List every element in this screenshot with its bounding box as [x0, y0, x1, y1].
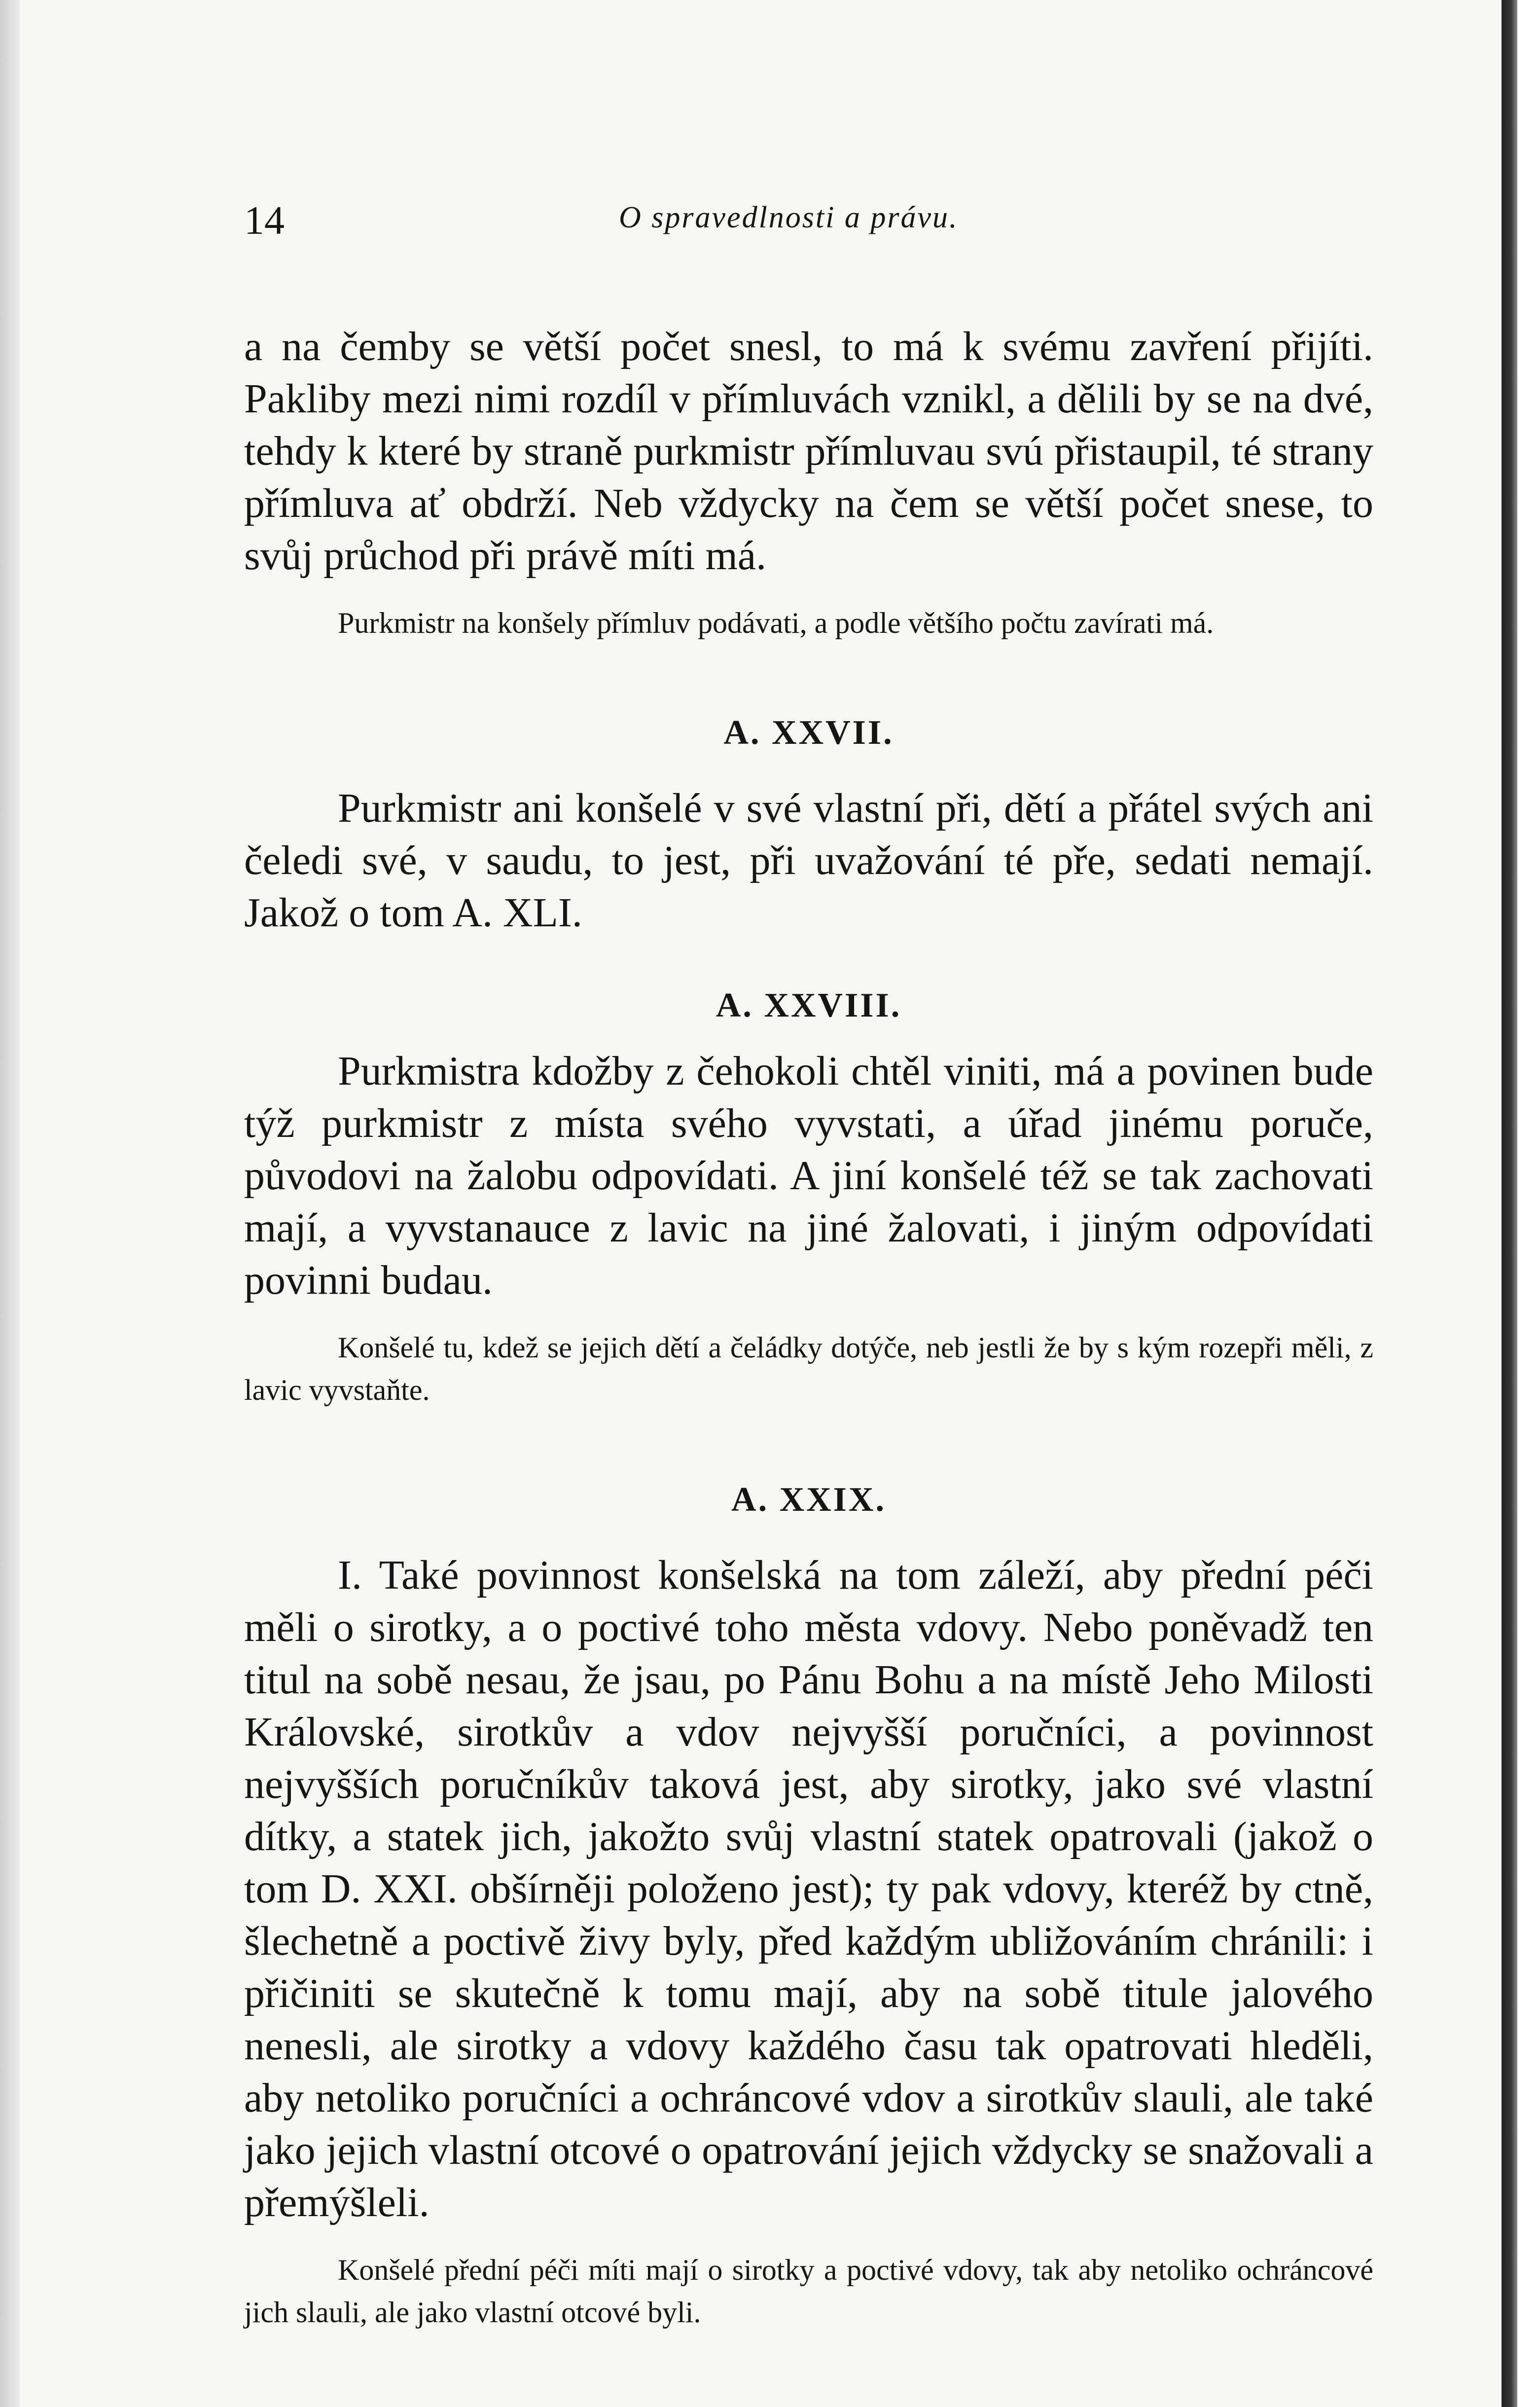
article-paragraph-xxix: I. Také povinnost konšelská na tom záleží, aby přední péči měli o sirotky, a o poctivé toho města vdovy. Nebo poněvadž ten titul na sobě nesau, že jsau, po Pánu Bohu a na místě Jeho Milosti Královské, sirotkův a vdov nejvyšší poručníci, a povinnost nejvyšších poručníkův taková jest, aby sirotky, jako své vlastní dítky, a statek jich, jakožto svůj vlastní statek opatrovali (jakož o tom D. XXI. obšírněji položeno jest); ty pak vdovy, kteréž by ctně, šlechetně a poctivě živy byly, před každým ubližováním chránili: i přičiniti se skutečně k tomu mají, aby na sobě titule jalového nenesli, ale sirotky a vdovy každého času tak opatrovati hleděli, aby netoliko poručníci a ochráncové vdov a sirotkův slauli, ale také jako jejich vlastní otcové o opatrování jejich vždycky se snažovali a přemýšleli.	[244, 1552, 1373, 2225]
page-header	[244, 187, 1373, 256]
paragraph-continuation: a na čemby se větší počet snesl, to má k svému zavření přijíti. Pakliby mezi nimi rozdíl v přímluvách vznikl, a dělili by se na dvé, tehdy k které by straně purkmistr přímluvau svú přistaupil, té strany přímluva ať obdrží. Neb vždycky na čem se větší počet snese, to svůj průchod při právě míti má.	[244, 324, 1373, 579]
article-heading-xxix: A. XXIX.	[731, 1481, 886, 1519]
article-heading-xxviii: A. XXVIII.	[716, 986, 902, 1024]
running-title: O spravedlnosti a právu.	[619, 201, 959, 234]
book-gutter-shadow	[1502, 0, 1517, 2407]
page-number: 14	[244, 198, 285, 243]
page-text-block	[244, 187, 1373, 2334]
scan-margin-right	[1517, 0, 1540, 2407]
marginal-summary-note: Konšelé tu, kdež se jejich dětí a čeládky dotýče, neb jestli že by s kým rozepři měli, z lavic vyvstaňte.	[244, 1331, 1373, 1406]
marginal-summary-note: Purkmistr na konšely přímluv podávati, a podle většího počtu zavírati má.	[338, 607, 1214, 639]
article-paragraph-xxvii: Purkmistr ani konšelé v své vlastní při, dětí a přátel svých ani čeledi své, v saudu, to jest, při uvažování té pře, sedati nemají. Jakož o tom A. XLI.	[244, 785, 1373, 936]
article-paragraph-xxviii: Purkmistra kdožby z čehokoli chtěl viniti, má a povinen bude týž purkmistr z místa svého vyvstati, a úřad jinému poruče, původovi na žalobu odpovídati. A jiní konšelé též se tak zachovati mají, a vyvstanauce z lavic na jiné žalovati, i jiným odpovídati povinni budau.	[244, 1048, 1373, 1303]
article-heading-xxvii: A. XXVII.	[723, 714, 894, 752]
marginal-summary-note: Konšelé přední péči míti mají o sirotky a poctivé vdovy, tak aby netoliko ochráncové jich slauli, ale jako vlastní otcové byli.	[244, 2254, 1373, 2329]
